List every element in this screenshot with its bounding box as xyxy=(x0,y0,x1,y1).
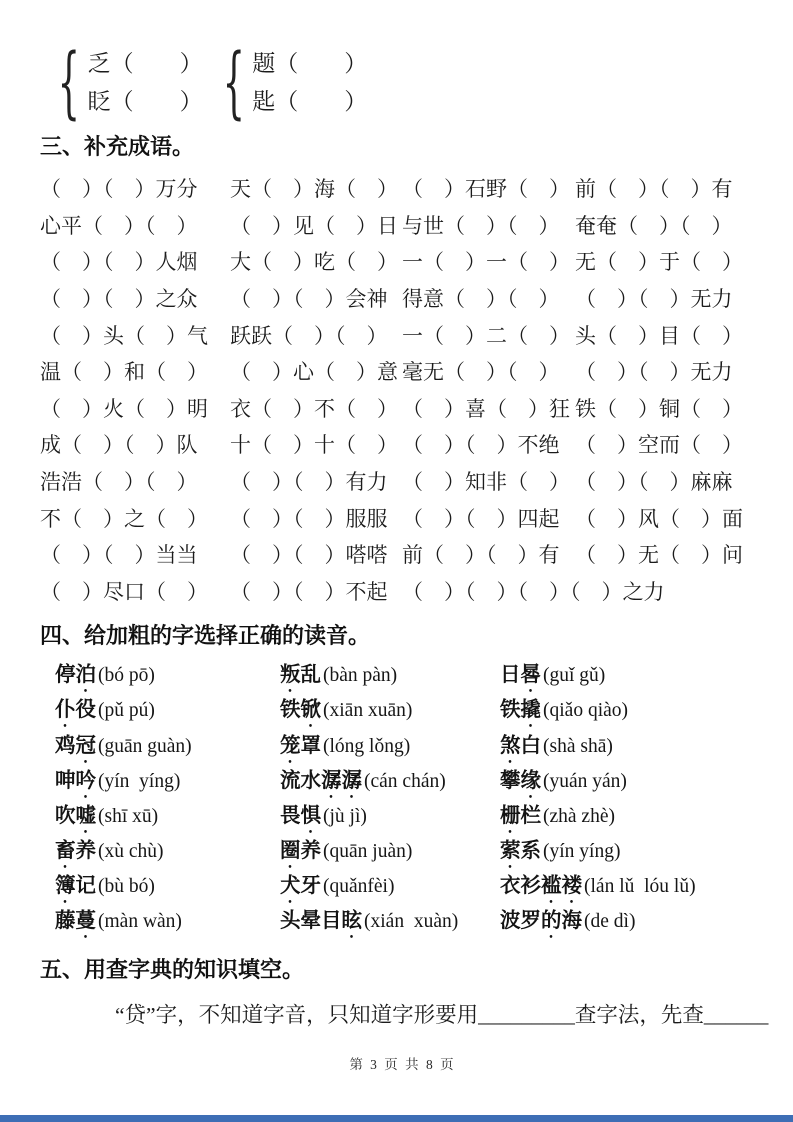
section4-title: 四、给加粗的字选择正确的读音。 xyxy=(40,623,371,649)
pinyin-options-text: (zhà zhè) xyxy=(543,805,615,827)
pronunciation-row xyxy=(55,833,765,868)
pinyin-options-text: (quǎnfèi) xyxy=(323,876,395,898)
idiom-slot: 天（ ）海（ ） xyxy=(230,177,398,202)
idiom-slot: （ ）头（ ）气 xyxy=(40,323,208,348)
word-entry xyxy=(55,657,280,697)
word-text: 栅栏 xyxy=(500,804,541,827)
section5-title: 五、用查字典的知识填空。 xyxy=(40,956,305,982)
idiom-slot: （ ）（ ）服服 xyxy=(230,506,388,531)
pinyin-options-text: (xù chù) xyxy=(98,841,164,863)
idiom-slot: （ ）（ ）四起 xyxy=(402,506,560,531)
left-brace-icon: { xyxy=(222,38,245,128)
idiom-slot: （ ）（ ）万分 xyxy=(40,177,198,202)
emphasized-char: 犬 xyxy=(280,875,301,898)
pinyin-options-text: (yuán yán) xyxy=(543,770,627,792)
idiom-slot: 温（ ）和（ ） xyxy=(40,360,208,385)
word-text: 簿记 xyxy=(55,875,96,898)
idiom-slot: 一（ ）一（ ） xyxy=(402,250,570,275)
emphasized-char: 褛 xyxy=(561,875,582,898)
word-entry xyxy=(280,692,500,732)
emphasized-char: 嘘 xyxy=(75,804,96,827)
idiom-slot: （ ）（ ）不绝 xyxy=(402,433,560,458)
word-text: 藤蔓 xyxy=(55,910,96,933)
pronunciation-row xyxy=(55,657,765,692)
pinyin-options-text: (de dì) xyxy=(584,911,636,933)
char-pair-group xyxy=(44,38,203,128)
emphasized-char: 煞 xyxy=(500,734,521,757)
emphasized-char: 吟 xyxy=(75,769,96,792)
word-text: 头晕目眩 xyxy=(280,910,362,933)
word-entry xyxy=(55,692,280,732)
idiom-slot: 浩浩（ ）（ ） xyxy=(40,470,198,495)
word-entry xyxy=(500,763,765,803)
idiom-slot: （ ）（ ）有力 xyxy=(230,470,388,495)
word-entry xyxy=(280,903,500,943)
word-entry xyxy=(500,833,765,873)
idiom-row xyxy=(40,316,765,353)
word-text: 笼罩 xyxy=(280,734,321,757)
emphasized-char: 叛 xyxy=(280,664,301,687)
pinyin-options-text: (qiǎo qiào) xyxy=(543,700,629,722)
idiom-row xyxy=(40,426,765,463)
pronunciation-row xyxy=(55,798,765,833)
word-entry xyxy=(280,798,500,838)
word-entry xyxy=(55,728,280,768)
page-number-footer: 第 3 页 共 8 页 xyxy=(349,1056,456,1072)
pinyin-options-text: (xiān xuān) xyxy=(323,700,413,722)
char-blank-line: 乏（ ） xyxy=(87,51,203,76)
word-entry xyxy=(55,903,280,943)
pinyin-options-text: (bù bó) xyxy=(98,876,155,898)
idiom-row xyxy=(40,390,765,427)
pinyin-options-text: (xián xuàn) xyxy=(364,911,459,933)
idiom-slot: （ ）心（ ）意 xyxy=(230,360,398,385)
word-entry xyxy=(500,657,765,697)
pinyin-options-text: (quān juàn) xyxy=(323,841,413,863)
pinyin-options-text: (guǐ gǔ) xyxy=(543,665,606,687)
word-text: 仆役 xyxy=(55,699,96,722)
emphasized-char: 萦 xyxy=(500,840,521,863)
idiom-slot: （ ）（ ）会神 xyxy=(230,287,388,312)
word-entry xyxy=(500,868,765,908)
pinyin-options-text: (pǔ pú) xyxy=(98,700,155,722)
word-entry xyxy=(500,728,765,768)
idiom-slot: （ ）空而（ ） xyxy=(575,433,743,458)
word-text: 停泊 xyxy=(55,664,96,687)
idiom-slot: 心平（ ）（ ） xyxy=(40,213,198,238)
idiom-slot: （ ）（ ）麻麻 xyxy=(575,470,733,495)
word-text: 铁撬 xyxy=(500,699,541,722)
pinyin-options-text: (yín yíng) xyxy=(98,770,181,792)
pronunciation-row xyxy=(55,728,765,763)
pinyin-options-text: (shà shā) xyxy=(543,735,613,757)
char-blank-line: 眨（ ） xyxy=(87,89,203,114)
idiom-slot: 无（ ）于（ ） xyxy=(575,250,743,275)
pinyin-options-text: (cán chán) xyxy=(364,770,446,792)
idiom-slot: 前（ ）（ ）有 xyxy=(575,177,733,202)
idiom-slot: 毫无（ ）（ ） xyxy=(402,360,560,385)
idiom-slot: （ ）（ ）之众 xyxy=(40,287,198,312)
idiom-row xyxy=(40,353,765,390)
idiom-row xyxy=(40,207,765,244)
pinyin-options-text: (jù jì) xyxy=(323,805,367,827)
idiom-slot: 衣（ ）不（ ） xyxy=(230,396,398,421)
emphasized-char: 的 xyxy=(541,910,562,933)
word-entry xyxy=(280,868,500,908)
idiom-slot: 一（ ）二（ ） xyxy=(402,323,570,348)
word-text: 衣衫褴褛 xyxy=(500,875,582,898)
idiom-slot: （ ）（ ）人烟 xyxy=(40,250,198,275)
idiom-slot: （ ）无（ ）问 xyxy=(575,543,743,568)
idiom-slot: 得意（ ）（ ） xyxy=(402,287,560,312)
bottom-blue-bar xyxy=(0,1115,793,1122)
idiom-slot: 成（ ）（ ）队 xyxy=(40,433,198,458)
emphasized-char: 冠 xyxy=(75,734,96,757)
word-text: 呻吟 xyxy=(55,769,96,792)
emphasized-char: 晷 xyxy=(520,664,541,687)
section5-fill-blank-text: “贷”字，不知道字音，只知道字形要用_________查字法，先查______ xyxy=(115,1002,769,1027)
emphasized-char: 栅 xyxy=(500,804,521,827)
emphasized-char: 褴 xyxy=(541,875,562,898)
word-text: 波罗的海 xyxy=(500,910,582,933)
idiom-slot: （ ）（ ）嗒嗒 xyxy=(230,543,388,568)
emphasized-char: 泊 xyxy=(75,664,96,687)
idiom-slot: （ ）（ ）不起 xyxy=(230,579,388,604)
pronunciation-row xyxy=(55,903,765,938)
char-pair-group xyxy=(209,38,368,128)
idiom-row xyxy=(40,536,765,573)
pronunciation-row xyxy=(55,763,765,798)
emphasized-char: 畜 xyxy=(55,840,76,863)
pinyin-options-text: (lán lǔ lóu lǔ) xyxy=(584,876,696,898)
pronunciation-row xyxy=(55,692,765,727)
word-entry xyxy=(280,657,500,697)
word-entry xyxy=(55,763,280,803)
idiom-row xyxy=(40,243,765,280)
pinyin-options-text: (bàn pàn) xyxy=(323,665,398,687)
pinyin-options-text: (bó pō) xyxy=(98,665,155,687)
idiom-slot: （ ）石野（ ） xyxy=(402,177,570,202)
pinyin-options-text: (shī xū) xyxy=(98,805,159,827)
pinyin-options-text: (yín yíng) xyxy=(543,841,621,863)
emphasized-char: 仆 xyxy=(55,699,76,722)
idiom-slot: 跃跃（ ）（ ） xyxy=(230,323,388,348)
emphasized-char: 笼 xyxy=(280,734,301,757)
idiom-slot: 不（ ）之（ ） xyxy=(40,506,208,531)
char-blank-line: 匙（ ） xyxy=(252,89,368,114)
idiom-slot: （ ）喜（ ）狂 xyxy=(402,396,570,421)
pinyin-options-text: (lóng lǒng) xyxy=(323,735,411,757)
idiom-slot: （ ）（ ）（ ）（ ）之力 xyxy=(402,579,665,604)
word-text: 叛乱 xyxy=(280,664,321,687)
word-text: 日晷 xyxy=(500,664,541,687)
word-text: 萦系 xyxy=(500,840,541,863)
emphasized-char: 潺 xyxy=(321,769,342,792)
emphasized-char: 缘 xyxy=(520,769,541,792)
idiom-slot: 头（ ）目（ ） xyxy=(575,323,743,348)
word-text: 犬牙 xyxy=(280,875,321,898)
emphasized-char: 惧 xyxy=(300,804,321,827)
idiom-row xyxy=(40,573,765,610)
idiom-slot: （ ）（ ）当当 xyxy=(40,543,198,568)
word-entry xyxy=(500,692,765,732)
section3-title: 三、补充成语。 xyxy=(40,134,195,159)
word-entry xyxy=(55,868,280,908)
word-text: 铁锨 xyxy=(280,699,321,722)
pinyin-options-text: (guān guàn) xyxy=(98,735,192,757)
idiom-slot: （ ）（ ）无力 xyxy=(575,360,733,385)
left-brace-icon: { xyxy=(57,38,80,128)
idiom-slot: 与世（ ）（ ） xyxy=(402,213,560,238)
pronunciation-row xyxy=(55,868,765,903)
char-blank-line: 题（ ） xyxy=(252,51,368,76)
word-text: 畏惧 xyxy=(280,804,321,827)
idiom-slot: （ ）尽口（ ） xyxy=(40,579,208,604)
word-text: 吹嘘 xyxy=(55,804,96,827)
word-entry xyxy=(280,728,500,768)
emphasized-char: 撬 xyxy=(520,699,541,722)
idiom-slot: 十（ ）十（ ） xyxy=(230,433,398,458)
idiom-slot: 前（ ）（ ）有 xyxy=(402,543,560,568)
word-entry xyxy=(55,833,280,873)
word-entry xyxy=(500,903,765,943)
emphasized-char: 眩 xyxy=(341,910,362,933)
idiom-fill-grid xyxy=(40,170,765,609)
word-entry xyxy=(280,833,500,873)
idiom-slot: 大（ ）吃（ ） xyxy=(230,250,398,275)
word-entry xyxy=(280,763,500,803)
emphasized-char: 圈 xyxy=(280,840,301,863)
idiom-slot: （ ）知非（ ） xyxy=(402,470,570,495)
idiom-slot: 铁（ ）铜（ ） xyxy=(575,396,743,421)
idiom-slot: （ ）火（ ）明 xyxy=(40,396,208,421)
word-entry xyxy=(55,798,280,838)
idiom-slot: （ ）风（ ）面 xyxy=(575,506,743,531)
word-text: 畜养 xyxy=(55,840,96,863)
character-dictation-section xyxy=(40,38,765,128)
pinyin-options-text: (màn wàn) xyxy=(98,911,182,933)
word-text: 攀缘 xyxy=(500,769,541,792)
idiom-slot: （ ）（ ）无力 xyxy=(575,287,733,312)
emphasized-char: 锨 xyxy=(300,699,321,722)
emphasized-char: 簿 xyxy=(55,875,76,898)
idiom-row xyxy=(40,499,765,536)
word-text: 流水潺潺 xyxy=(280,769,362,792)
idiom-row xyxy=(40,170,765,207)
idiom-slot: 奄奄（ ）（ ） xyxy=(575,213,733,238)
word-text: 圈养 xyxy=(280,840,321,863)
word-text: 煞白 xyxy=(500,734,541,757)
idiom-row xyxy=(40,280,765,317)
emphasized-char: 蔓 xyxy=(75,910,96,933)
pronunciation-grid xyxy=(40,657,765,939)
idiom-slot: （ ）见（ ）日 xyxy=(230,213,398,238)
idiom-row xyxy=(40,463,765,500)
emphasized-char: 潺 xyxy=(341,769,362,792)
word-entry xyxy=(500,798,765,838)
word-text: 鸡冠 xyxy=(55,734,96,757)
